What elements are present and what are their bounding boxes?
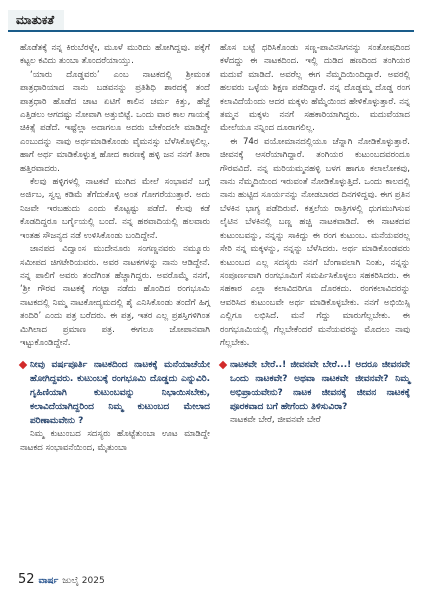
header-divider [8, 30, 414, 32]
left-column [20, 42, 210, 455]
article-paragraph: ನಿಮ್ಮ ಕುಟುಂಬದ ಸದಸ್ಯರು ಹೊಟ್ಟೆತುಂಬಾ ಊಟ ಮಾಡಿದ್ದೇ ನಾಟಕದ ಸಂಭಾವನೆಯಿಂದ, ಮೈತುಂಬಾ [20, 429, 210, 453]
right-column [220, 42, 410, 428]
article-paragraph: ಜಾನಪದ ವಿದ್ವಾಂಸ ಮುದೇನೂರು ಸಂಗಣ್ಣನವರು ನಮ್ಮೂರು ಸಮೀಪದ ಚಿಗಟೇರಿಯವರು. ಅವರ ನಾಟಕಗಳನ್ನು ನಾನು ಆಡಿದ್ದೇನೆ. ನನ್ನ ಪಾಲಿಗೆ ಅವರು ತಂದೆಗಿಂತ ಹೆಚ್ಚಾಗಿದ್ದರು. ಅವರೊಮ್ಮೆ ನನಗೆ, ‘ಶ್ರೀ ಗೌರವ ನಾಟಕಕ್ಕೆ ಗಂಟ್ಟಾ ನಡೆದು ಹೊಂದಿದ ರಂಗಭೂಮಿ ನಾಟಕದಲ್ಲಿ ನಿಮ್ಮ ನಾಟಕೋದ್ಯಮದಲ್ಲಿ ಶೈ ಎನಿಸಿಕೊಂಡು ತಂದೆಗೆ ಹಿಗ್ಗ ತಂದಿರಿ’ ಎಂದು ಪತ್ರ ಬರೆದರು. ಈ ಪತ್ರ, ಇತರ ಎಲ್ಲ ಪ್ರಶಸ್ತಿಗಳಿಗಿಂತ ಮಿಗಿಲಾದ ಪ್ರಮಾಣ ಪತ್ರ. ಈಗಲೂ ಜೋಪಾನವಾಗಿ ಇಟ್ಟುಕೊಂಡಿದ್ದೇನೆ. [20, 244, 210, 348]
magazine-name: ವಾರ್ಷ [38, 576, 59, 586]
page-header [0, 0, 422, 38]
article-paragraph: ಕೆಲವು ಹಳ್ಳಿಗಳಲ್ಲಿ ನಾಟಕವೆ ಮುಗಿದ ಮೇಲೆ ಸಂಭಾವನೆ ಬಗ್ಗೆ ಅರ್ಜಿಬ, ಸ್ವಲ್ಪ ಕಡಿಮೆ ತೆಗೆದುಕೊಳ್ಳಿ ಅಂತ ಗೋಗರೆಯುತ್ತಾರೆ. ಅದು ನಿಜವೇ ಇರಬಹುದು ಎಂದು ಕೊಟ್ಟಷ್ಟು ಪಡೆದೆ. ಕೆಲವು ಕಡೆ ಕೊಡದಿದ್ದರೂ ಬರ್ಗೈಯಲ್ಲಿ ಬಂದೆ. ನನ್ನ ಹಠವಾದಿಯಲ್ಲಿ ಹಲವಾರು ಇಂತಹ ಸೌಜನ್ಯದ ನಡೆ ಉಳಿಸಿಕೊಂಡು ಬಂದಿದ್ದೇನೆ. [20, 177, 210, 241]
interview-question [220, 358, 410, 414]
article-paragraph: ಹೊಡೆತಕ್ಕೆ ನನ್ನ ಕಿರುಬೆರಳ್ನೇ, ಮೂಳೆ ಮುರಿದು ಹೋಗಿದ್ದವು. ಪಕ್ಕೆಗೆ ಕಟ್ಟಲ ಕವಿದು ತುಂಬಾ ತೊಂದರೆಯಾಯ್ತು. [20, 43, 210, 67]
article-paragraph: ಈ 74ರ ವಯೋಮಾನದಲ್ಲಿಯೂ ಚೆನ್ನಾಗಿ ನೋಡಿಕೊಳ್ಳುತ್ತಾರೆ. ಜೀವನಕ್ಕೆ ಆಸರೆಯಾಗಿದ್ದಾರೆ. ತಂಗಿಯರ ಕುಟುಂಬದವರಂದೂ ಗೌರವವಿದೆ. ನನ್ನ ಮರಿಯಮ್ಮನಹಳ್ಳಿ ಬಳಗ ಹಾಗೂ ಕಲಾಲೋಕವು, ನಾನು ನೆಮ್ಮದಿಯಿಂದ ಇರುವಂತೆ ನೋಡಿಕೊಳ್ಳುತ್ತಿದೆ. ಒಂದು ಕಾಲದಲ್ಲಿ ನಾನು ಹುಟ್ಟಿದ ಸೂರ್ಯನನ್ನು ನೋಡಬಾರದ ದಿನಗಳಿದ್ದವು. ಈಗ ಪ್ರತಿನ ಬೆಳಕಿನ ಭಾಗ್ಯ ಪಡೆದಿರುವೆ. ಕತ್ತಲೆಯ ರಾತ್ರಿಗಳಲ್ಲಿ ಧುಗಮುಗಿಸುವ ಲೈಟಿನ ಬೆಳಕಿನಲ್ಲಿ ಬಣ್ಣ ಹಚ್ಚಿ ನಾಟಕವಾಡಿದೆ. ಈ ನಾಟಕದವ ಕುಟುಂಬವನ್ನು, ನನ್ನನ್ನು ಸಾಕಿದ್ದು ಈ ರಂಗ ಕುಟುಂಬ. ಮನೆಯವರಲ್ಲ ಸೇರಿ ನನ್ನ ಮಕ್ಕಳನ್ನು, ನನ್ನನ್ನು ಬೆಳೆಸಿದರು. ಅರ್ಥ ಮಾಡಿಕೊಂಡವರು ಕುಟುಂಬದ ಎಲ್ಲ ಸದಸ್ಯರು ನನಗೆ ಬೆಂಗಾವಲಾಗಿ ನಿಂತು, ನನ್ನನ್ನು ಸಂಪೂರ್ಣವಾಗಿ ರಂಗಭೂಮಿಗೆ ಸಮರ್ಪಿಸಿಕೊಳ್ಳಲು ಸಹಕರಿಸಿದರು. ಈ ಸಹಕಾರ ಎಲ್ಲಾ ಕಲಾವಿದರಿಗೂ ದೊರಕದು. ರಂಗಕಲಾವಿದರನ್ನು ಆವರಿಸಿದ ಕುಟುಂಬವೇ ಅರ್ಥ ಮಾಡಿಕೊಳ್ಳಬೇಕು. ನನಗೆ ಅಭಿಯಿಸ್ಸಿ ಎಲ್ಲಿಗೂ ಲಭಿಸಿದೆ. ಮನೆ ಗೆದ್ದು ಮಾರುಗೆಲ್ಲಬೇಕು. ಈ ರಂಗಭೂಮಿಯಲ್ಲಿ ಗೆಲ್ಲಬೇಕೆಂದರೆ ಮನೆಯವರನ್ನು ಮೊದಲು ನಾವು ಗೆಲ್ಲಬೇಕು. [220, 136, 410, 348]
issue-date: ಜುಲೈ 2025 [62, 576, 105, 586]
diamond-bullet-icon [19, 361, 27, 369]
question-text: ನೀವು ವರ್ಷಪೂರ್ತಿ ನಾಟಕದಿಂದ ನಾಟಕಕ್ಕೆ ಮನೆಯಾಚೆಯೇ ಹೋಗಿದ್ದವರು. ಕುಟುಂಬಕ್ಕೆ ರಂಗಭೂಮಿ ದೊಡ್ಡದು ಎನ್ನುವಿರಿ. ಗೃಹಿಣಿಯಾಗಿ ಕುಟುಂಬವನ್ನು ನಿಭಾಯಿಸಬೇಕು, ಕಲಾವಿದೆಯಾಗಿದ್ದರಿಂದ ನಿಮ್ಮ ಕುಟುಂಬದ ಮೇಲಾದ ಪರಿಣಾಮವೇನು ? [30, 360, 210, 427]
article-paragraph: ಹೊಸ ಬಟ್ಟೆ ಧರಿಸಿಕೊಂಡು ಸಣ್ಣ-ಪಾವಿನಸಿಗನನ್ನು ಸಂತೋಷದಿಂದ ಕಳೆದದ್ದು ಈ ನಾಟಕದಿಂದ. ಇಲ್ಲಿ ದುಡಿದ ಹಣದಿಂದ ತಂಗಿಯರ ಮದುವೆ ಮಾಡಿದೆ. ಅವರೆಲ್ಲ ಈಗ ನೆಮ್ಮದಿಯಿಂದಿದ್ದಾರೆ. ಅವರಲ್ಲಿ ಹಲವರು ಒಳ್ಳೆಯ ಶಿಕ್ಷಣ ಪಡೆದಿದ್ದಾರೆ. ನನ್ನ ದೊಡ್ಡಮ್ಮ ದೊಡ್ಡ ರಂಗ ಕಲಾವಿದೆಯೆಂದು ಆದರ ಮಕ್ಕಳು ಹೆಮ್ಮೆಯಿಂದ ಹೇಳಿಕೊಳ್ಳುತ್ತಾರೆ. ನನ್ನ ತಮ್ಮನ ಮಕ್ಕಳು ನನಗೆ ಸಹಕಾರಿಯಾಗಿದ್ದರು. ಮದುವೆಯಾದ ಮೇಲೆಯೂ ನನ್ನಿಂದ ದೂರಾಗಲಿಲ್ಲ. [220, 43, 410, 134]
page-number: 52 [18, 572, 35, 587]
section-title: ಮಾತುಕತೆ [8, 10, 64, 31]
diamond-bullet-icon [219, 361, 227, 369]
article-paragraph: ‘ಯಾರು ದೊಡ್ಡವರು’ ಎಂಬ ನಾಟಕದಲ್ಲಿ ಶ್ರೀಮಂತ ಪಾತ್ರಧಾರಿಯಾದ ನಾನು ಬಡವನನ್ನು ಪ್ರತಿಶಿಧಿ ಶಾರದಕ್ಕೆ ತಂದೆ ಪಾತ್ರಧಾರಿ ಹೊಡೆದ ಚಾಟ ಏಟಿಗೆ ಕಾಲಿನ ಚರ್ಮ ಕಿತ್ತು, ಹೆಜ್ಜೆ ಎತ್ತಿಡಲು ಆಗದಷ್ಟು ನೋವಾಗಿ ಅತ್ತುಬಿಟ್ಟೆ. ಒಂದು ವಾರ ಕಾಲ ಗಾಯಕ್ಕೆ ಚಿಕಿತ್ಸೆ ಪಡೆದೆ. ಇಷ್ಟೆಲ್ಲಾ ಅದಾಗಲೂ ಅದರು ಬೇಕೆಂದಲೇ ಮಾಡಿದ್ದೇ ಎಂಬುದನ್ನು ನಾವು ಅರ್ಥಮಾಡಿಕೊಂಡು ವೈಮನಸ್ಸು ಬೆಳೆಸಿಕೊಳ್ಳಲಿಲ್ಲ. ಹಾಗೆ ಅರ್ಥ ಮಾಡಿಕೊಳ್ಳುತ್ತ ಹೋದ ಕಾರಣಕ್ಕೆ ಹಳ್ಳಿ ಜನ ನನಗೆ ತೀರಾ ಹತ್ತಿರವಾದರು. [20, 69, 210, 174]
page-footer [18, 572, 105, 592]
interview-question [20, 358, 210, 428]
question-text: ನಾಟಕವೇ ಬೇರೆ..! ಜೀವನವೇ ಬೇರೆ...! ಅದರೂ ಜೀವನವೇ ಒಂದು ನಾಟಕವೇ? ಅಥವಾ ನಾಟಕವೇ ಜೀವನವೇ? ನಿಮ್ಮ ಅಭಿಪ್ರಾಯವೇನು? ನಾಟಕ ಜೀವನಕ್ಕೆ ಜೀವನ ನಾಟಕಕ್ಕೆ ಪೂರಕವಾದ ಬಗೆ ಹೇಗೆಂದು ತಿಳಿಸುವಿರಾ? [230, 360, 410, 413]
article-paragraph: ನಾಟಕವೇ ಬೇರೆ, ಜೀವನವೇ ಬೇರೆ [230, 415, 321, 426]
